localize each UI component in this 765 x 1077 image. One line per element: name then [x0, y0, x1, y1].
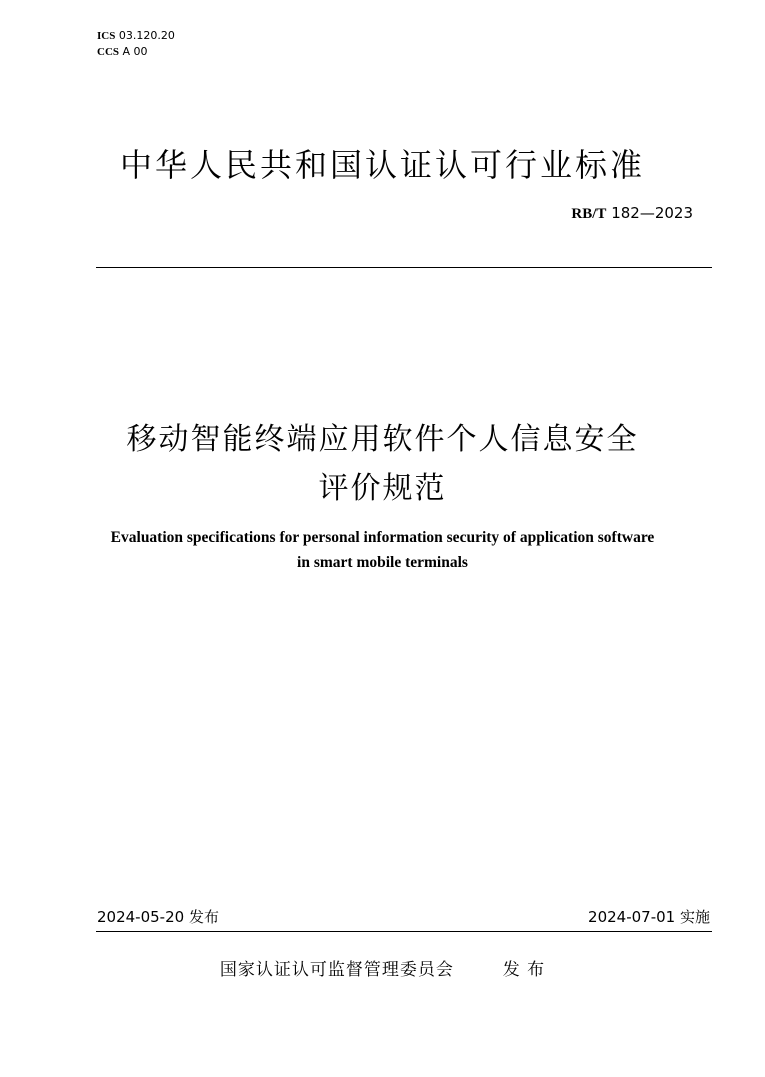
standard-prefix: RB/T — [571, 206, 607, 222]
ics-label: ICS — [97, 30, 116, 42]
ics-line — [97, 28, 175, 44]
document-title-line1: 移动智能终端应用软件个人信息安全 — [126, 422, 639, 457]
ccs-code: A 00 — [122, 45, 148, 58]
publisher-line — [0, 955, 765, 980]
english-title-line1: Evaluation specifications for personal information security of application software — [110, 529, 655, 546]
standard-number: 182—2023 — [611, 204, 693, 222]
standard-code — [571, 204, 693, 223]
publish-date: 2024-05-20 发布 — [97, 908, 219, 926]
ccs-line — [97, 44, 175, 60]
effective-date: 2024-07-01 实施 — [588, 908, 710, 926]
national-standard-title: 中华人民共和国认证认可行业标准 — [119, 146, 645, 184]
ics-code: 03.120.20 — [118, 29, 175, 42]
english-title-line2: in smart mobile terminals — [297, 554, 468, 571]
publisher-name: 国家认证认可监督管理委员会 — [219, 960, 454, 980]
publish-action: 发 布 — [502, 960, 546, 980]
bottom-divider — [96, 931, 712, 932]
classification-codes — [97, 28, 175, 60]
ccs-label: CCS — [97, 46, 120, 58]
document-title-line2: 评价规范 — [318, 471, 447, 506]
top-divider — [96, 267, 712, 268]
